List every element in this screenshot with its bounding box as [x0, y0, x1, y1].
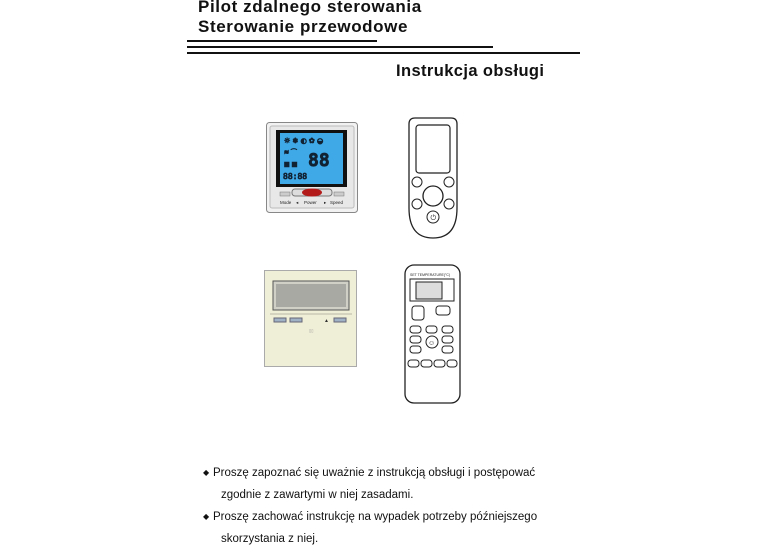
note-line: Proszę zachować instrukcję na wypadek potrzeby późniejszego — [213, 511, 537, 523]
svg-text:☺: ☺ — [428, 340, 435, 347]
svg-text:≋ ⌒: ≋ ⌒ — [284, 149, 297, 156]
diamond-bullet-icon: ◆ — [203, 462, 213, 484]
svg-text:▲: ▲ — [324, 318, 329, 324]
svg-text:▸: ▸ — [324, 200, 327, 205]
divider-line — [187, 52, 580, 54]
panel-label-mode: Mode — [280, 200, 292, 205]
svg-text:▯▯: ▯▯ — [309, 328, 313, 333]
svg-text:SET TEMPERATURE(°C): SET TEMPERATURE(°C) — [410, 273, 450, 277]
note-item — [203, 462, 623, 506]
divider-line — [187, 46, 493, 48]
wired-lcd-controller-image — [266, 122, 359, 214]
compact-remote-image — [403, 116, 463, 242]
panel-label-speed: Speed — [330, 200, 344, 205]
page-title-line-1: Pilot zdalnego sterowania — [198, 0, 422, 17]
svg-text:◂: ◂ — [296, 200, 299, 205]
wired-beige-controller-image — [264, 270, 358, 368]
manual-subtitle: Instrukcja obsługi — [396, 62, 544, 81]
page-title-line-2: Sterowanie przewodowe — [198, 17, 408, 37]
note-item — [203, 506, 623, 550]
svg-text:88:88: 88:88 — [283, 172, 307, 181]
note-line: zgodnie z zawartymi w niej zasadami. — [203, 485, 623, 507]
svg-text:▤ ▥: ▤ ▥ — [284, 161, 298, 168]
svg-text:☼ ❄ ◐ ✿ ◒: ☼ ❄ ◐ ✿ ◒ — [284, 137, 323, 145]
panel-label-power: Power — [304, 200, 317, 205]
diamond-bullet-icon: ◆ — [203, 506, 213, 528]
divider-line — [187, 40, 377, 42]
notes-list — [203, 462, 623, 550]
note-line: Proszę zapoznać się uważnie z instrukcją obsługi i postępować — [213, 467, 535, 479]
full-remote-image — [402, 264, 462, 405]
svg-text:88: 88 — [308, 150, 330, 171]
note-line: skorzystania z niej. — [203, 529, 623, 550]
svg-text:⏻: ⏻ — [431, 214, 437, 222]
